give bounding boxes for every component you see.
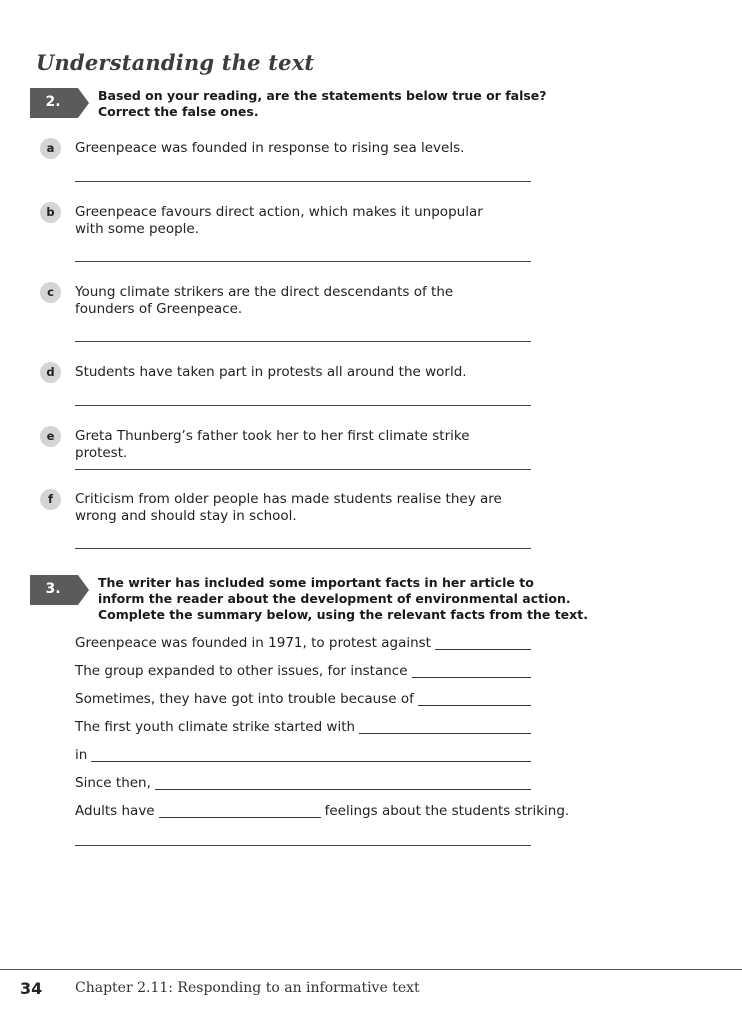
summary-text: The first youth climate strike started with (75, 719, 356, 735)
prompt-line: inform the reader about the development of environmental action. (98, 591, 571, 606)
letter-badge: a (40, 138, 61, 159)
fill-blank[interactable] (91, 749, 531, 762)
question-number: 2. (45, 94, 61, 110)
summary-text: The group expanded to other issues, for instance (75, 663, 408, 679)
prompt-line: Correct the false ones. (98, 104, 259, 119)
summary-row (75, 775, 531, 792)
statement-text: Greenpeace was founded in response to rising sea levels. (75, 140, 465, 156)
summary-row (75, 691, 531, 708)
statement-text: Students have taken part in protests all around the world. (75, 364, 467, 380)
summary-text: Sometimes, they have got into trouble because of (75, 691, 414, 707)
statement-text: Greenpeace favours direct action, which makes it unpopular with some people. (75, 204, 483, 237)
question-2-badge (30, 88, 90, 118)
letter-badge: b (40, 202, 61, 223)
fill-blank[interactable] (435, 637, 531, 650)
answer-line-a[interactable] (75, 181, 531, 182)
summary-row (75, 803, 570, 820)
summary-row (75, 635, 531, 652)
footer-divider (0, 969, 742, 970)
question-2-prompt (98, 88, 547, 120)
statement-text: Criticism from older people has made students realise they are wrong and should stay in school. (75, 491, 502, 524)
answer-line-e[interactable] (75, 469, 531, 470)
summary-row (75, 719, 531, 736)
answer-line-c[interactable] (75, 341, 531, 342)
summary-text: feelings about the students striking. (324, 803, 570, 819)
prompt-line: The writer has included some important facts in her article to (98, 575, 534, 590)
letter-badge: c (40, 282, 61, 303)
letter-badge: d (40, 362, 61, 383)
statement-text: Greta Thunberg’s father took her to her first climate strike protest. (75, 428, 470, 461)
page-number: 34 (20, 979, 43, 998)
fill-blank[interactable] (159, 805, 321, 818)
summary-text: in (75, 747, 88, 763)
summary-row (75, 663, 531, 680)
question-number: 3. (45, 581, 61, 597)
fill-blank[interactable] (418, 693, 531, 706)
prompt-line: Based on your reading, are the statements below true or false? (98, 88, 547, 103)
summary-row (75, 747, 531, 764)
question-3-badge (30, 575, 90, 605)
prompt-line: Complete the summary below, using the relevant facts from the text. (98, 607, 588, 622)
fill-blank[interactable] (412, 665, 531, 678)
section-title: Understanding the text (36, 50, 315, 75)
statement-text: Young climate strikers are the direct descendants of the founders of Greenpeace. (75, 284, 454, 317)
fill-blank[interactable] (359, 721, 531, 734)
answer-line-f[interactable] (75, 548, 531, 549)
question-3-prompt (98, 575, 588, 623)
summary-text: Adults have (75, 803, 155, 819)
answer-line-d[interactable] (75, 405, 531, 406)
summary-text: Greenpeace was founded in 1971, to protest against (75, 635, 431, 651)
summary-text: Since then, (75, 775, 151, 791)
letter-badge: e (40, 426, 61, 447)
answer-line-summary-extra[interactable] (75, 845, 531, 846)
answer-line-b[interactable] (75, 261, 531, 262)
fill-blank[interactable] (155, 777, 531, 790)
letter-badge: f (40, 489, 61, 510)
chapter-title: Chapter 2.11: Responding to an informative text (75, 980, 420, 996)
